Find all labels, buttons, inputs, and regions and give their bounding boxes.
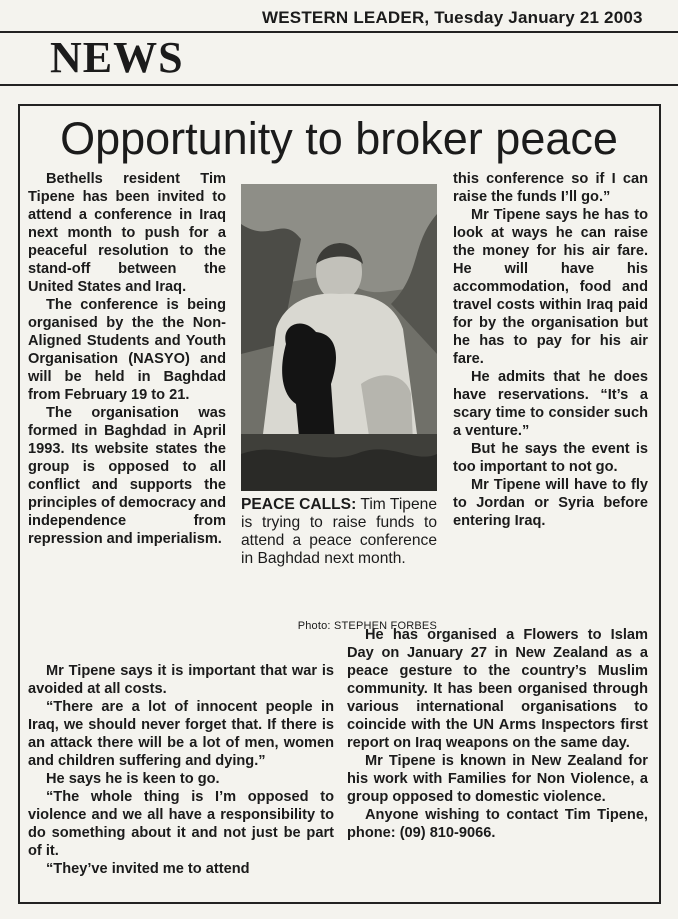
paragraph: The organisation was formed in Baghdad in April 1993. Its website states the group is opposed to all conflict and supports the principles of democracy and independence from repression and imperialism. xyxy=(28,405,226,547)
caption-text: Tim Tipene is trying to raise funds to attend a peace conference in Baghdad next month. xyxy=(241,496,437,567)
paragraph: Anyone wishing to contact Tim Tipene, phone: (09) 810-9066. xyxy=(347,807,648,841)
paragraph: Mr Tipene will have to fly to Jordan or Syria before entering Iraq. xyxy=(453,477,648,529)
article-column-lower-left xyxy=(28,662,334,878)
paragraph: “They’ve invited me to attend xyxy=(46,861,250,877)
masthead: WESTERN LEADER, Tuesday January 21 2003 xyxy=(262,8,643,27)
section-label: NEWS xyxy=(50,33,184,82)
article-column-1 xyxy=(28,170,226,548)
paragraph: Mr Tipene says it is important that war is avoided at all costs. xyxy=(28,663,334,697)
paragraph: Bethells resident Tim Tipene has been invited to attend a conference in Iraq next month to push for a peaceful resolution to the stand-off between the United States and Iraq. xyxy=(28,171,226,295)
paragraph: He has organised a Flowers to Islam Day on January 27 in New Zealand as a peace gesture to the country’s Muslim community. It has been organised through various international organisations to coincide with the UN Arms Inspectors first report on Iraq weapons on the same day. xyxy=(347,627,648,751)
article-column-lower-right xyxy=(347,626,648,842)
article-column-3 xyxy=(453,170,648,530)
photo-caption xyxy=(241,496,437,568)
headline: Opportunity to broker peace xyxy=(60,113,618,164)
section-rule xyxy=(0,84,678,86)
paragraph: Mr Tipene is known in New Zealand for his work with Families for Non Violence, a group opposed to domestic violence. xyxy=(347,753,648,805)
news-photo xyxy=(241,184,437,491)
paragraph: He says he is keen to go. xyxy=(46,771,220,787)
paragraph: “The whole thing is I’m opposed to violence and we all have a responsibility to do something about it and not just be part of it. xyxy=(28,789,334,859)
paragraph: “There are a lot of innocent people in Iraq, we should never forget that. If there is an attack there will be a lot of men, women and children suffering and dying.” xyxy=(28,699,334,769)
paragraph: this conference so if I can raise the funds I’ll go.” xyxy=(453,171,648,205)
paragraph: Mr Tipene says he has to look at ways he can raise the money for his air fare. He will have his accommodation, food and travel costs within Iraq paid for by the organisation but he has to pay for his air fare. xyxy=(453,207,648,367)
paragraph: But he says the event is too important to not go. xyxy=(453,441,648,475)
photo-illustration xyxy=(241,184,437,491)
caption-lead: PEACE CALLS: xyxy=(241,496,357,513)
paragraph: He admits that he does have reservations. “It’s a scary time to consider such a venture.” xyxy=(453,369,648,439)
photo-credit: Photo: STEPHEN FORBES xyxy=(297,620,437,632)
paragraph: The conference is being organised by the the Non-Aligned Students and Youth Organisation (NASYO) and will be held in Baghdad from February 19 to 21. xyxy=(28,297,226,403)
